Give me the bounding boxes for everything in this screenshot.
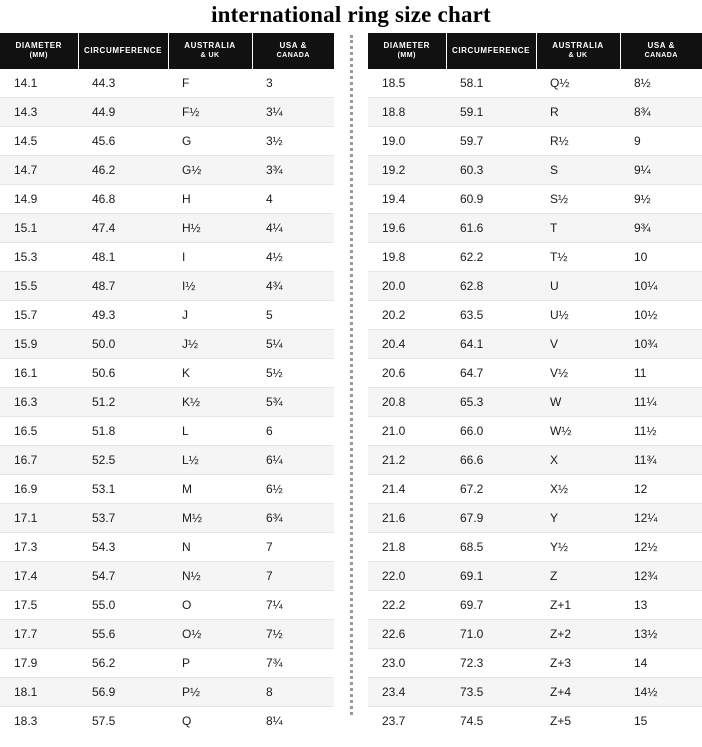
cell-diameter: 19.2 (368, 156, 446, 185)
cell-circumference: 46.8 (78, 185, 168, 214)
cell-australia-uk: F (168, 69, 252, 98)
cell-usa-canada: 7½ (252, 620, 334, 649)
cell-diameter: 14.1 (0, 69, 78, 98)
cell-circumference: 56.2 (78, 649, 168, 678)
cell-australia-uk: R½ (536, 127, 620, 156)
cell-australia-uk: M (168, 475, 252, 504)
cell-australia-uk: P (168, 649, 252, 678)
cell-diameter: 21.8 (368, 533, 446, 562)
cell-diameter: 21.4 (368, 475, 446, 504)
table-row (0, 533, 334, 562)
column-header-diameter (368, 33, 446, 69)
cell-circumference: 55.6 (78, 620, 168, 649)
cell-diameter: 14.3 (0, 98, 78, 127)
cell-australia-uk: Y (536, 504, 620, 533)
cell-diameter: 22.6 (368, 620, 446, 649)
cell-diameter: 23.7 (368, 707, 446, 736)
cell-diameter: 15.3 (0, 243, 78, 272)
column-header-sub: CANADA (644, 52, 678, 59)
cell-circumference: 74.5 (446, 707, 536, 736)
column-header-main: AUSTRALIA (552, 41, 604, 50)
cell-diameter: 19.8 (368, 243, 446, 272)
cell-usa-canada: 5 (252, 301, 334, 330)
cell-australia-uk: W (536, 388, 620, 417)
cell-diameter: 22.0 (368, 562, 446, 591)
cell-circumference: 67.2 (446, 475, 536, 504)
table-row (368, 388, 702, 417)
cell-diameter: 17.1 (0, 504, 78, 533)
cell-circumference: 71.0 (446, 620, 536, 649)
cell-circumference: 48.1 (78, 243, 168, 272)
cell-usa-canada: 3¼ (252, 98, 334, 127)
table-row (368, 69, 702, 98)
cell-diameter: 18.8 (368, 98, 446, 127)
cell-usa-canada: 10½ (620, 301, 702, 330)
cell-diameter: 18.1 (0, 678, 78, 707)
header-row (368, 33, 702, 69)
cell-diameter: 22.2 (368, 591, 446, 620)
cell-usa-canada: 11¼ (620, 388, 702, 417)
column-header-main: CIRCUMFERENCE (451, 46, 531, 55)
table-row (0, 330, 334, 359)
cell-usa-canada: 11¾ (620, 446, 702, 475)
cell-circumference: 61.6 (446, 214, 536, 243)
cell-usa-canada: 6½ (252, 475, 334, 504)
cell-australia-uk: Z (536, 562, 620, 591)
column-header-main: USA & (279, 41, 308, 50)
cell-usa-canada: 14 (620, 649, 702, 678)
cell-circumference: 69.7 (446, 591, 536, 620)
cell-australia-uk: Q (168, 707, 252, 736)
cell-australia-uk: Y½ (536, 533, 620, 562)
cell-usa-canada: 6¼ (252, 446, 334, 475)
table-row (368, 446, 702, 475)
cell-usa-canada: 5¼ (252, 330, 334, 359)
cell-australia-uk: S (536, 156, 620, 185)
cell-diameter: 18.5 (368, 69, 446, 98)
cell-usa-canada: 9¼ (620, 156, 702, 185)
cell-circumference: 68.5 (446, 533, 536, 562)
cell-australia-uk: L (168, 417, 252, 446)
cell-australia-uk: H (168, 185, 252, 214)
cell-diameter: 18.3 (0, 707, 78, 736)
cell-circumference: 49.3 (78, 301, 168, 330)
cell-usa-canada: 6 (252, 417, 334, 446)
cell-australia-uk: X (536, 446, 620, 475)
dotted-line (350, 35, 353, 715)
cell-australia-uk: X½ (536, 475, 620, 504)
column-header-usa-canada (620, 33, 702, 69)
cell-australia-uk: I (168, 243, 252, 272)
cell-circumference: 58.1 (446, 69, 536, 98)
table-row (0, 620, 334, 649)
cell-australia-uk: M½ (168, 504, 252, 533)
cell-usa-canada: 3 (252, 69, 334, 98)
table-row (0, 446, 334, 475)
cell-diameter: 19.6 (368, 214, 446, 243)
ring-size-table-right (368, 33, 702, 735)
cell-diameter: 19.4 (368, 185, 446, 214)
table-row (0, 185, 334, 214)
cell-australia-uk: Z+5 (536, 707, 620, 736)
cell-diameter: 21.2 (368, 446, 446, 475)
table-row (0, 417, 334, 446)
cell-usa-canada: 15 (620, 707, 702, 736)
cell-australia-uk: Q½ (536, 69, 620, 98)
cell-circumference: 53.1 (78, 475, 168, 504)
cell-usa-canada: 3½ (252, 127, 334, 156)
cell-circumference: 46.2 (78, 156, 168, 185)
column-header-sub: & UK (568, 52, 588, 59)
cell-usa-canada: 10¾ (620, 330, 702, 359)
page-title: international ring size chart (211, 2, 491, 27)
cell-circumference: 56.9 (78, 678, 168, 707)
column-header-main: USA & (647, 41, 676, 50)
column-header-main: CIRCUMFERENCE (83, 46, 163, 55)
cell-australia-uk: N½ (168, 562, 252, 591)
cell-usa-canada: 5½ (252, 359, 334, 388)
cell-diameter: 14.9 (0, 185, 78, 214)
cell-circumference: 72.3 (446, 649, 536, 678)
table-row (368, 504, 702, 533)
cell-circumference: 54.7 (78, 562, 168, 591)
table-body-right (368, 69, 702, 735)
cell-usa-canada: 13½ (620, 620, 702, 649)
column-header-main: AUSTRALIA (184, 41, 236, 50)
cell-australia-uk: U½ (536, 301, 620, 330)
cell-australia-uk: P½ (168, 678, 252, 707)
cell-circumference: 64.1 (446, 330, 536, 359)
cell-usa-canada: 12¼ (620, 504, 702, 533)
table-row (368, 417, 702, 446)
cell-circumference: 59.7 (446, 127, 536, 156)
table-row (368, 98, 702, 127)
table-row (368, 156, 702, 185)
cell-australia-uk: S½ (536, 185, 620, 214)
table-row (368, 562, 702, 591)
cell-usa-canada: 14½ (620, 678, 702, 707)
cell-diameter: 16.7 (0, 446, 78, 475)
cell-circumference: 62.8 (446, 272, 536, 301)
cell-diameter: 20.8 (368, 388, 446, 417)
cell-australia-uk: Z+3 (536, 649, 620, 678)
column-header-circumference (446, 33, 536, 69)
cell-australia-uk: G (168, 127, 252, 156)
cell-australia-uk: J (168, 301, 252, 330)
cell-australia-uk: Z+1 (536, 591, 620, 620)
cell-australia-uk: J½ (168, 330, 252, 359)
cell-usa-canada: 11½ (620, 417, 702, 446)
cell-australia-uk: F½ (168, 98, 252, 127)
cell-australia-uk: U (536, 272, 620, 301)
column-header-main: DIAMETER (383, 41, 431, 50)
cell-circumference: 65.3 (446, 388, 536, 417)
cell-circumference: 67.9 (446, 504, 536, 533)
cell-usa-canada: 9¾ (620, 214, 702, 243)
cell-circumference: 66.6 (446, 446, 536, 475)
cell-usa-canada: 6¾ (252, 504, 334, 533)
table-row (368, 214, 702, 243)
table-row (368, 301, 702, 330)
cell-circumference: 62.2 (446, 243, 536, 272)
cell-circumference: 48.7 (78, 272, 168, 301)
cell-circumference: 55.0 (78, 591, 168, 620)
column-header-usa-canada (252, 33, 334, 69)
column-header-sub: (MM) (397, 52, 416, 59)
cell-diameter: 17.3 (0, 533, 78, 562)
column-header-sub: & UK (200, 52, 220, 59)
table-row (0, 504, 334, 533)
cell-diameter: 19.0 (368, 127, 446, 156)
table-row (368, 591, 702, 620)
column-header-australia-uk (168, 33, 252, 69)
cell-circumference: 54.3 (78, 533, 168, 562)
cell-diameter: 23.0 (368, 649, 446, 678)
table-row (368, 707, 702, 736)
cell-usa-canada: 4¼ (252, 214, 334, 243)
cell-circumference: 73.5 (446, 678, 536, 707)
cell-usa-canada: 8 (252, 678, 334, 707)
cell-usa-canada: 7¾ (252, 649, 334, 678)
table-row (368, 243, 702, 272)
cell-usa-canada: 4¾ (252, 272, 334, 301)
table-row (368, 678, 702, 707)
table-row (368, 127, 702, 156)
cell-australia-uk: K½ (168, 388, 252, 417)
table-row (0, 388, 334, 417)
table-row (368, 533, 702, 562)
table-row (0, 678, 334, 707)
cell-diameter: 20.4 (368, 330, 446, 359)
table-row (0, 475, 334, 504)
table-row (0, 649, 334, 678)
table-row (0, 98, 334, 127)
cell-australia-uk: G½ (168, 156, 252, 185)
cell-diameter: 21.0 (368, 417, 446, 446)
table-row (0, 562, 334, 591)
cell-australia-uk: Z+4 (536, 678, 620, 707)
cell-usa-canada: 9½ (620, 185, 702, 214)
column-header-australia-uk (536, 33, 620, 69)
table-row (0, 591, 334, 620)
cell-diameter: 15.7 (0, 301, 78, 330)
cell-diameter: 20.2 (368, 301, 446, 330)
cell-usa-canada: 8¼ (252, 707, 334, 736)
cell-usa-canada: 4 (252, 185, 334, 214)
cell-australia-uk: T (536, 214, 620, 243)
cell-diameter: 16.9 (0, 475, 78, 504)
cell-usa-canada: 10¼ (620, 272, 702, 301)
column-header-main: DIAMETER (15, 41, 63, 50)
column-header-diameter (0, 33, 78, 69)
cell-australia-uk: V½ (536, 359, 620, 388)
cell-australia-uk: O½ (168, 620, 252, 649)
cell-australia-uk: V (536, 330, 620, 359)
cell-circumference: 60.3 (446, 156, 536, 185)
table-row (0, 127, 334, 156)
table-header-right (368, 33, 702, 69)
cell-circumference: 50.0 (78, 330, 168, 359)
table-row (368, 272, 702, 301)
column-header-circumference (78, 33, 168, 69)
cell-diameter: 17.9 (0, 649, 78, 678)
table-row (0, 69, 334, 98)
cell-australia-uk: R (536, 98, 620, 127)
cell-australia-uk: W½ (536, 417, 620, 446)
table-row (0, 156, 334, 185)
cell-diameter: 20.0 (368, 272, 446, 301)
cell-circumference: 51.8 (78, 417, 168, 446)
right-table-wrapper (368, 33, 702, 735)
cell-australia-uk: I½ (168, 272, 252, 301)
table-row (368, 620, 702, 649)
table-row (368, 475, 702, 504)
cell-australia-uk: T½ (536, 243, 620, 272)
cell-diameter: 15.9 (0, 330, 78, 359)
cell-usa-canada: 10 (620, 243, 702, 272)
cell-australia-uk: N (168, 533, 252, 562)
cell-australia-uk: Z+2 (536, 620, 620, 649)
table-row (368, 359, 702, 388)
cell-circumference: 69.1 (446, 562, 536, 591)
column-header-sub: CANADA (276, 52, 310, 59)
cell-usa-canada: 3¾ (252, 156, 334, 185)
cell-circumference: 59.1 (446, 98, 536, 127)
cell-circumference: 52.5 (78, 446, 168, 475)
cell-usa-canada: 12½ (620, 533, 702, 562)
cell-diameter: 14.7 (0, 156, 78, 185)
table-row (0, 301, 334, 330)
ring-size-table-left (0, 33, 334, 735)
cell-circumference: 51.2 (78, 388, 168, 417)
cell-usa-canada: 13 (620, 591, 702, 620)
cell-australia-uk: K (168, 359, 252, 388)
cell-circumference: 50.6 (78, 359, 168, 388)
cell-circumference: 44.9 (78, 98, 168, 127)
cell-diameter: 15.5 (0, 272, 78, 301)
cell-circumference: 66.0 (446, 417, 536, 446)
cell-circumference: 44.3 (78, 69, 168, 98)
cell-usa-canada: 5¾ (252, 388, 334, 417)
cell-diameter: 17.7 (0, 620, 78, 649)
cell-usa-canada: 11 (620, 359, 702, 388)
table-row (368, 185, 702, 214)
cell-circumference: 63.5 (446, 301, 536, 330)
cell-diameter: 16.5 (0, 417, 78, 446)
cell-diameter: 20.6 (368, 359, 446, 388)
cell-diameter: 23.4 (368, 678, 446, 707)
cell-circumference: 53.7 (78, 504, 168, 533)
cell-australia-uk: L½ (168, 446, 252, 475)
cell-circumference: 64.7 (446, 359, 536, 388)
left-table-wrapper (0, 33, 334, 735)
table-header-left (0, 33, 334, 69)
column-divider (334, 33, 368, 735)
cell-usa-canada: 7¼ (252, 591, 334, 620)
column-header-sub: (MM) (29, 52, 48, 59)
cell-usa-canada: 4½ (252, 243, 334, 272)
cell-diameter: 15.1 (0, 214, 78, 243)
cell-australia-uk: H½ (168, 214, 252, 243)
cell-usa-canada: 7 (252, 533, 334, 562)
cell-usa-canada: 7 (252, 562, 334, 591)
table-row (368, 649, 702, 678)
header-row (0, 33, 334, 69)
cell-diameter: 16.3 (0, 388, 78, 417)
cell-usa-canada: 12 (620, 475, 702, 504)
cell-diameter: 21.6 (368, 504, 446, 533)
cell-usa-canada: 8¾ (620, 98, 702, 127)
table-row (0, 243, 334, 272)
cell-circumference: 47.4 (78, 214, 168, 243)
table-row (0, 707, 334, 736)
cell-diameter: 17.4 (0, 562, 78, 591)
cell-usa-canada: 8½ (620, 69, 702, 98)
table-row (0, 214, 334, 243)
cell-circumference: 57.5 (78, 707, 168, 736)
cell-diameter: 17.5 (0, 591, 78, 620)
table-row (368, 330, 702, 359)
tables-container (0, 33, 702, 735)
cell-circumference: 60.9 (446, 185, 536, 214)
cell-australia-uk: O (168, 591, 252, 620)
table-row (0, 272, 334, 301)
cell-diameter: 16.1 (0, 359, 78, 388)
table-body-left (0, 69, 334, 735)
cell-usa-canada: 9 (620, 127, 702, 156)
cell-usa-canada: 12¾ (620, 562, 702, 591)
cell-circumference: 45.6 (78, 127, 168, 156)
table-row (0, 359, 334, 388)
cell-diameter: 14.5 (0, 127, 78, 156)
